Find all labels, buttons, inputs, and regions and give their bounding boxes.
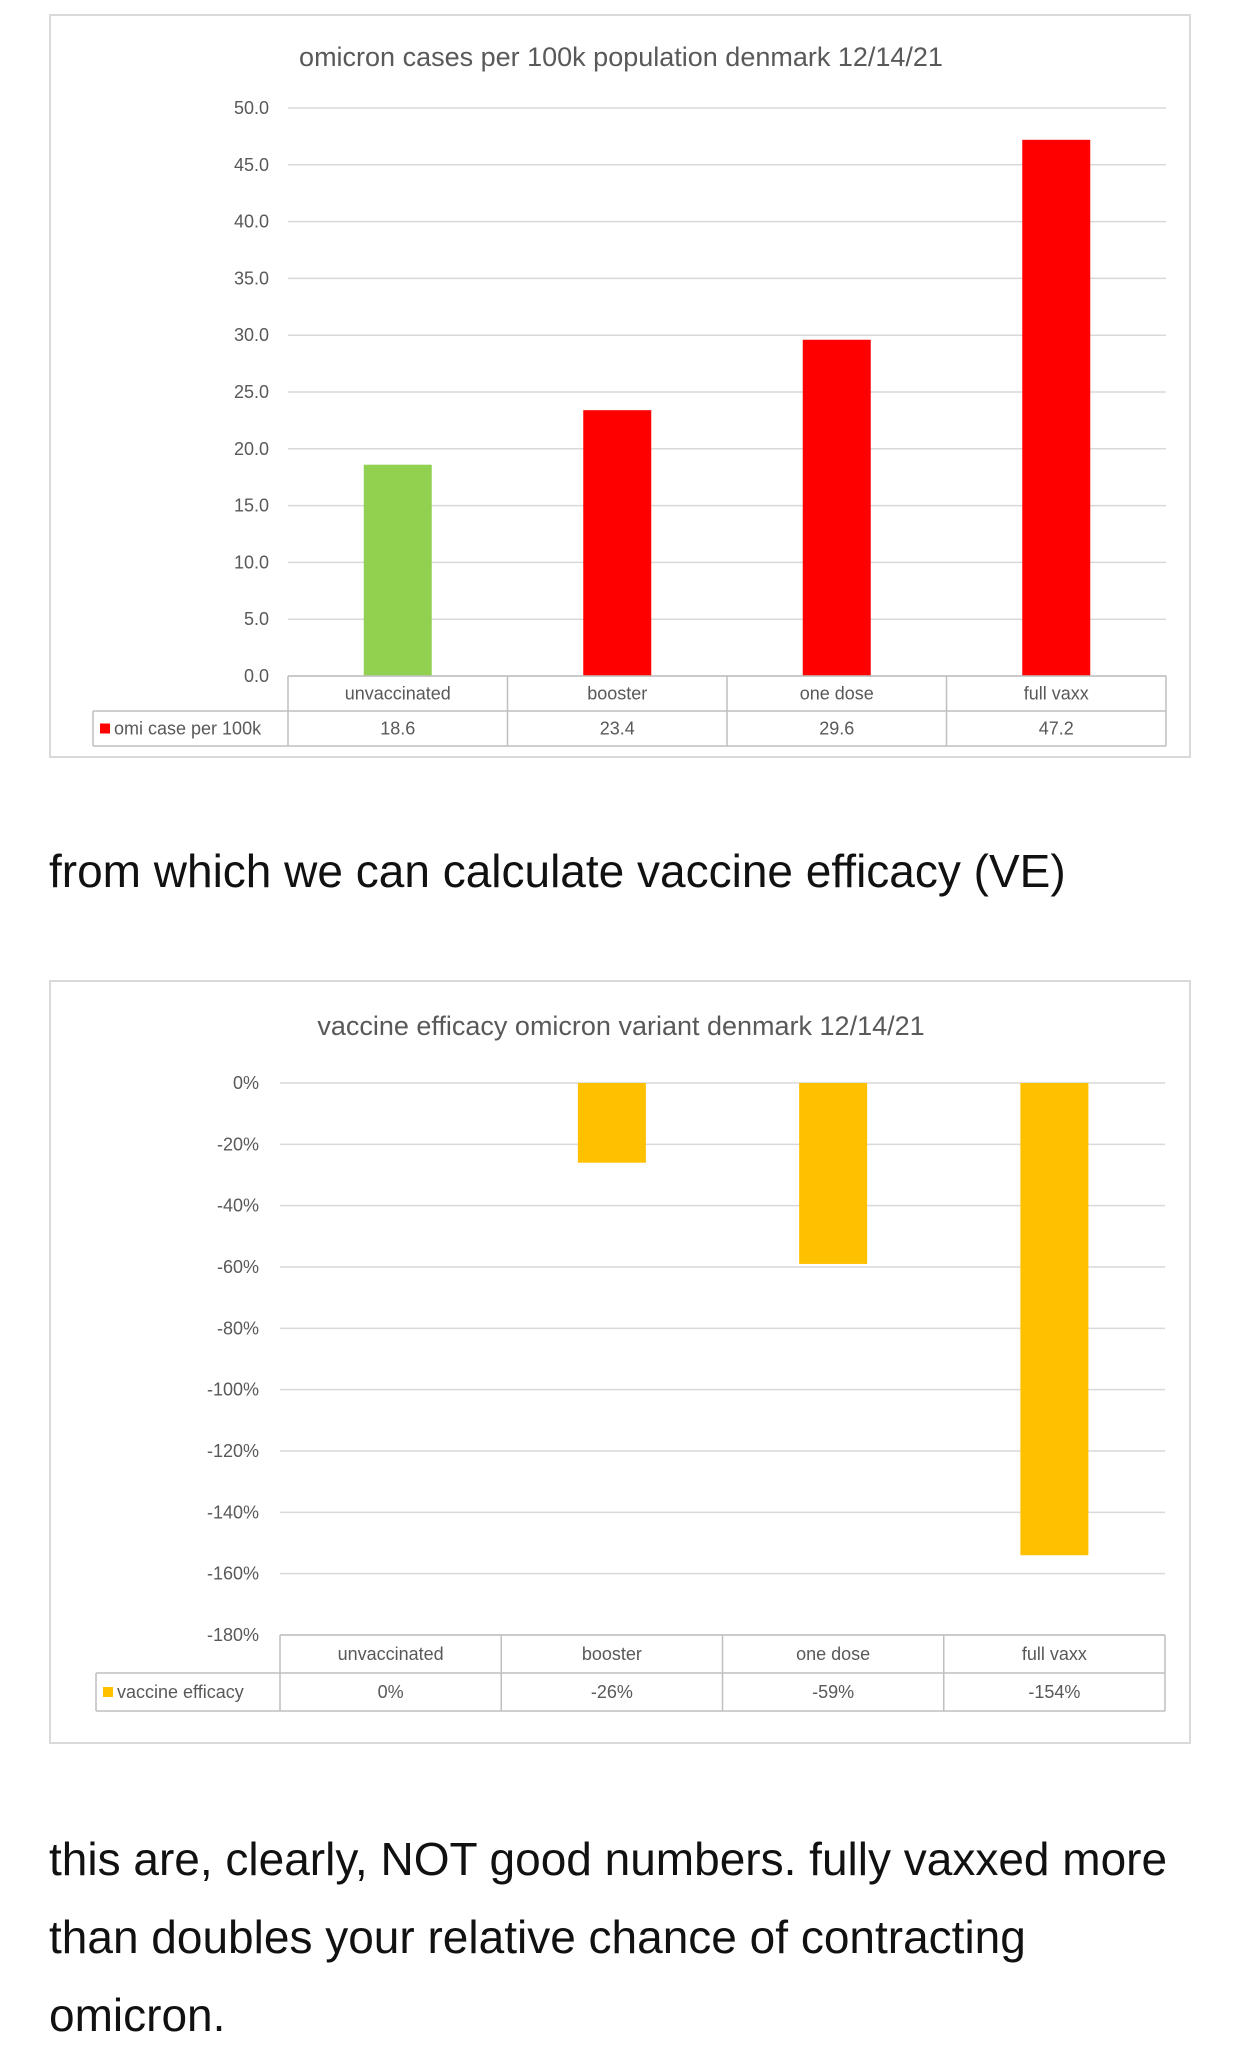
bar-full-vaxx (1020, 1083, 1088, 1555)
bar-booster (578, 1083, 646, 1163)
y-tick-label: -40% (216, 1195, 259, 1216)
chart-efficacy-svg (51, 982, 1189, 1742)
chart-cases-per-100k (49, 14, 1191, 758)
y-tick-label: -100% (206, 1379, 259, 1400)
data-label: 18.6 (380, 718, 416, 739)
category-label: booster (587, 683, 648, 704)
category-label: full vaxx (1021, 1644, 1087, 1664)
y-tick-label: -160% (206, 1563, 259, 1584)
paragraph-intro-ve: from which we can calculate vaccine efficacy (VE) (49, 845, 1066, 897)
y-tick-label: -20% (216, 1134, 259, 1155)
chart-vaccine-efficacy (49, 980, 1191, 1744)
data-label: 0% (377, 1682, 404, 1702)
y-tick-label: 5.0 (243, 609, 269, 630)
data-label: 23.4 (599, 718, 635, 739)
bar-full-vaxx (1022, 140, 1090, 676)
y-tick-label: 30.0 (233, 325, 269, 346)
y-tick-label: -80% (216, 1318, 259, 1339)
paragraph-conclusion: this are, clearly, NOT good numbers. fully vaxxed more than doubles your relative chance of contracting omicron. (49, 1833, 1168, 2041)
bar-one-dose (799, 1083, 867, 1264)
data-label: -59% (812, 1682, 855, 1702)
category-label: one dose (796, 1644, 871, 1664)
y-tick-label: 50.0 (233, 98, 269, 118)
category-label: unvaccinated (344, 683, 451, 704)
category-label: unvaccinated (337, 1644, 444, 1664)
data-label: 47.2 (1038, 718, 1074, 739)
y-tick-label: -120% (206, 1441, 259, 1461)
legend-swatch (100, 724, 110, 734)
bar-one-dose (803, 340, 871, 676)
category-label: one dose (799, 683, 874, 704)
data-label: -154% (1028, 1682, 1081, 1702)
y-tick-label: -180% (206, 1625, 259, 1645)
y-tick-label: 45.0 (233, 154, 269, 175)
legend-label: omi case per 100k (114, 718, 262, 739)
y-tick-label: 25.0 (233, 382, 269, 402)
y-tick-label: -140% (206, 1502, 259, 1523)
y-tick-label: 0.0 (243, 666, 269, 686)
chart-title: vaccine efficacy omicron variant denmark 12/14/21 (317, 1011, 925, 1041)
y-tick-label: -60% (216, 1257, 259, 1277)
y-tick-label: 35.0 (233, 268, 269, 289)
category-label: booster (581, 1644, 642, 1664)
chart-title: omicron cases per 100k population denmark 12/14/21 (299, 42, 943, 72)
data-label: -26% (590, 1682, 633, 1702)
bar-unvaccinated (364, 465, 432, 676)
bar-booster (583, 410, 651, 676)
legend-swatch (103, 1687, 113, 1697)
y-tick-label: 15.0 (233, 495, 269, 516)
y-tick-label: 40.0 (233, 211, 269, 232)
y-tick-label: 20.0 (233, 438, 269, 459)
y-tick-label: 10.0 (233, 552, 269, 573)
data-label: 29.6 (819, 718, 855, 739)
chart-cases-svg (51, 16, 1189, 756)
y-tick-label: 0% (232, 1073, 259, 1093)
category-label: full vaxx (1023, 683, 1089, 704)
legend-label: vaccine efficacy (117, 1682, 244, 1702)
